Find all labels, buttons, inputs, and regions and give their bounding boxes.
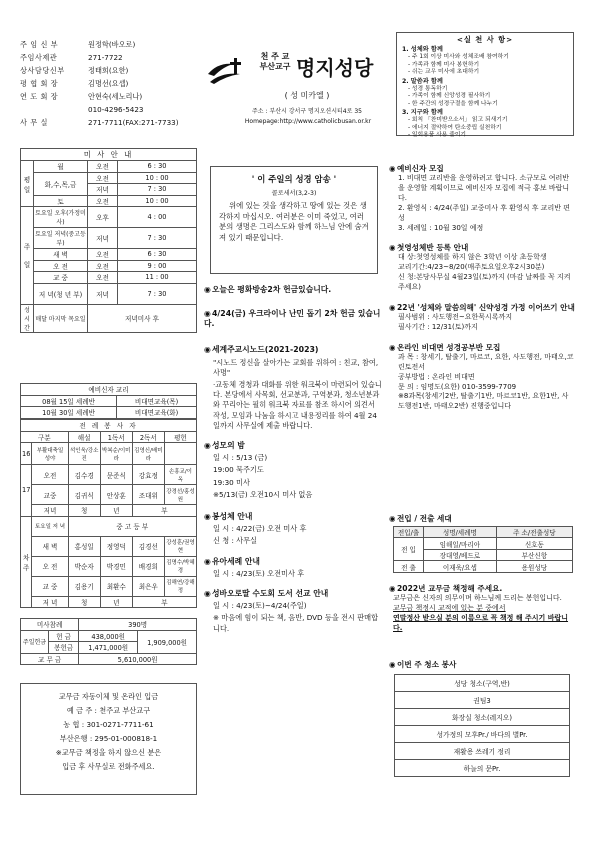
bullet-icon: ◉ bbox=[389, 342, 396, 352]
practice-item: - 일회용품 사용 줄이기 bbox=[408, 132, 467, 139]
notice-title-text: 유아세례 안내 bbox=[212, 556, 260, 566]
table-cell: 성 시간 bbox=[21, 304, 34, 332]
notice-line: ※8과목(창세기2반, 탈출기1반, 마르코1반, 요한1반, 사도행전1반, 마태오2반) 진행중입니다 bbox=[398, 392, 569, 411]
table-cell: 구분 bbox=[21, 431, 69, 443]
notice-line: 3. 세례일 : 10월 30일 예정 bbox=[398, 223, 484, 232]
table-cell: 새 벽 bbox=[32, 536, 68, 556]
edu-title: 예비신자 교리 bbox=[21, 384, 197, 396]
move-section bbox=[389, 514, 575, 573]
bullet-icon: ◉ bbox=[389, 243, 396, 253]
bullet-icon: ◉ bbox=[204, 285, 211, 294]
table-cell: 저 녁(청 년 부) bbox=[34, 283, 88, 304]
bullet-icon: ◉ bbox=[389, 584, 396, 593]
table-cell: 전 입 bbox=[394, 538, 424, 561]
bullet-icon: ◉ bbox=[389, 164, 396, 173]
notice-line: 일 시 : 5/13 (금) bbox=[213, 453, 268, 463]
notice-title bbox=[389, 164, 575, 174]
practice-item: - 가족과 함께 미사 봉헌하기 bbox=[408, 61, 480, 68]
table-cell: 교중 bbox=[32, 485, 68, 505]
table-cell: 오전 bbox=[88, 195, 118, 207]
table-cell: 4 : 00 bbox=[118, 207, 197, 228]
table-cell: 성명/세례명 bbox=[424, 526, 497, 538]
cleaning-row: 성당 청소(구역,반) bbox=[395, 674, 570, 691]
info-value: 010-4296-5423 bbox=[88, 105, 144, 114]
notice-line: ·교동체 경청과 대화를 위한 워크북이 마련되어 있습니다. 본당에서 사목회, 선교분과, 구역분과, 청소년분과와 꾸리아는 필히 워크북 자료를 참조 하시어 의견서 작성, 모임과 나눔을 하시고 내용정리를 하여 4월 24일까지 사무실에 제출 바랍니다. bbox=[213, 379, 382, 430]
cleaning-section bbox=[389, 660, 575, 777]
table-cell: 오전 bbox=[88, 272, 118, 284]
table-cell: 김귀식 bbox=[68, 485, 100, 505]
table-cell: 토요일 저 녁 bbox=[32, 516, 68, 536]
table-cell: 오전 bbox=[88, 260, 118, 272]
bullet-icon: ◉ bbox=[204, 512, 211, 522]
bullet-icon: ◉ bbox=[204, 309, 211, 319]
info-row bbox=[20, 90, 205, 103]
notice-title bbox=[389, 343, 575, 353]
table-cell: 부활대축일 성야 bbox=[32, 443, 68, 465]
table-cell: 10 : 00 bbox=[118, 172, 197, 184]
homepage: Homepage:http://www.catholicbusan.or.kr bbox=[244, 118, 372, 125]
notice-title-text: 첫영성체반 등록 안내 bbox=[397, 243, 469, 253]
notice-block bbox=[389, 164, 575, 233]
table-cell: 주일헌금 bbox=[21, 630, 49, 653]
info-row bbox=[20, 51, 205, 64]
table-cell: 김영신/배미라 bbox=[132, 443, 164, 465]
cleaning-row: 성가정의 모후Pr./ 바다의 별Pr. bbox=[395, 725, 570, 742]
table-cell: 배경희 bbox=[132, 556, 164, 576]
notice-title-text: 세계주교시노드(2021-2023) bbox=[212, 345, 319, 355]
bullet-icon: ◉ bbox=[204, 441, 211, 451]
table-cell: 6 : 30 bbox=[118, 161, 197, 173]
practice-title: <실 천 사 항> bbox=[456, 35, 514, 44]
logo-text bbox=[255, 52, 295, 71]
table-cell: 해설 bbox=[68, 431, 100, 443]
practice-item: - 에너지 절약하여 탄소중립 실천하기 bbox=[408, 124, 502, 131]
account-box bbox=[20, 683, 197, 795]
finance-table bbox=[20, 618, 197, 665]
table-cell: 1,471,000원 bbox=[79, 642, 138, 654]
word-text: 위에 있는 것을 생각하고 땅에 있는 것은 생각하지 마십시오. 여러분은 이미 죽었고, 여러분의 생명은 그리스도와 함께 하느님 안에 숨겨져 있기 때문입니다. bbox=[219, 201, 369, 242]
table-cell: 5,610,000원 bbox=[79, 653, 197, 665]
info-row bbox=[20, 77, 205, 90]
table-cell: 토요일 오후(가정미사) bbox=[34, 207, 88, 228]
move-title: 전입 / 전출 세대 bbox=[397, 514, 452, 523]
account-line: 예 금 주 : 천주교 부산교구 bbox=[66, 706, 151, 715]
info-label: 주임사제관 bbox=[20, 53, 58, 62]
account-line: 입금 후 사무실로 전화주세요. bbox=[62, 762, 155, 771]
table-cell: 저녁 bbox=[88, 228, 118, 249]
bullet-icon: ◉ bbox=[204, 556, 211, 566]
dues-line-1: 교무금은 신자의 의무이며 하느님께 드리는 봉헌입니다. bbox=[393, 593, 562, 602]
notice-line: 과 목 : 창세기, 탈출기, 마르코, 요한, 사도행전, 마태오,코린토전서 bbox=[398, 352, 574, 371]
middle-column bbox=[204, 285, 382, 634]
info-label: 사 무 실 bbox=[20, 118, 48, 127]
info-row bbox=[20, 64, 205, 77]
table-cell: 부 bbox=[132, 505, 196, 517]
table-cell: 이재욱/요셉 bbox=[424, 561, 497, 573]
word-ref: 콜로세서(3,2-3) bbox=[271, 190, 317, 197]
table-cell: 청 bbox=[68, 596, 100, 608]
table-cell: 10 : 00 bbox=[118, 195, 197, 207]
table-cell: 청 bbox=[68, 505, 100, 517]
bullet-icon: ◉ bbox=[204, 345, 211, 355]
practice-head: 3. 지구와 함께 bbox=[402, 109, 443, 117]
practice-item: - 회칙 「찬미받으소서」 읽고 되새기기 bbox=[408, 117, 508, 124]
info-value: 271-7711(FAX:271-7733) bbox=[88, 118, 179, 127]
account-line: 교무금 자동이체 및 온라인 입금 bbox=[58, 692, 159, 701]
table-cell: 김수경 bbox=[68, 465, 100, 485]
logo-bottom: 부산교구 bbox=[259, 61, 291, 71]
notice-title-text: 예비신자 모집 bbox=[397, 164, 444, 173]
notice-title-text: 봉성체 안내 bbox=[212, 512, 253, 522]
notice-block bbox=[204, 309, 382, 329]
table-cell: 홍성일 bbox=[68, 536, 100, 556]
notice-block bbox=[204, 512, 382, 547]
table-cell: 주 일 bbox=[21, 207, 34, 305]
mass-title: 미 사 안 내 bbox=[20, 148, 197, 160]
table-cell: 교 무 금 bbox=[21, 653, 79, 665]
table-cell: 비대면교육(목) bbox=[117, 395, 197, 407]
table-cell: 2독서 bbox=[132, 431, 164, 443]
notice-title bbox=[204, 589, 382, 599]
right-column bbox=[389, 164, 575, 412]
table-cell: 최환수 bbox=[100, 576, 132, 596]
table-cell: 토 bbox=[34, 195, 88, 207]
info-label: 상사담당신부 bbox=[20, 66, 65, 75]
bullet-icon: ◉ bbox=[389, 660, 396, 669]
notice-block bbox=[389, 243, 575, 293]
table-cell: 문준식 bbox=[100, 465, 132, 485]
table-cell: 강경선/홍성원 bbox=[164, 485, 196, 505]
table-cell: 김용기 bbox=[68, 576, 100, 596]
cleaning-row: 재활용 쓰레기 정리 bbox=[395, 742, 570, 759]
notice-line: 신 청:본당사무실 4월23일(토)까지 (마감 날짜를 꼭 지켜주세요) bbox=[398, 273, 571, 292]
table-cell: 신호동 bbox=[496, 538, 572, 550]
address: 주소 : 부산시 강서구 명지오션시티4로 35 bbox=[252, 108, 362, 115]
table-cell: 안상훈 bbox=[100, 485, 132, 505]
table-cell: 오전 bbox=[88, 161, 118, 173]
table-cell: 정영덕 bbox=[100, 536, 132, 556]
notice-title bbox=[389, 243, 575, 253]
notice-block bbox=[204, 345, 382, 431]
table-cell: 오후 bbox=[88, 207, 118, 228]
church-name: 명지성당 bbox=[296, 56, 374, 80]
logo-top: 천 주 교 bbox=[260, 52, 290, 61]
table-cell: 전입/출 bbox=[394, 526, 424, 538]
table-cell: 오전 bbox=[32, 465, 68, 485]
word-box bbox=[210, 166, 378, 274]
notice-block bbox=[389, 343, 575, 412]
table-cell: 오 전 bbox=[32, 556, 68, 576]
notice-line: 공부방법 : 온라인 비대면 bbox=[398, 372, 475, 381]
info-value: 원정학(바오로) bbox=[88, 40, 136, 49]
notice-line: 19:30 미사 bbox=[213, 477, 250, 487]
dues-title: 2022년 교무금 책정해 주세요. bbox=[397, 584, 503, 593]
table-cell: 7 : 30 bbox=[118, 228, 197, 249]
patron: ( 성 미카엘 ) bbox=[284, 91, 330, 100]
table-cell: 임해일/마리아 bbox=[424, 538, 497, 550]
table-cell: 10월 30일 세례반 bbox=[21, 407, 117, 419]
table-cell: 미사참례 bbox=[21, 619, 79, 631]
table-cell: 토요일 저녁(중고등부) bbox=[34, 228, 88, 249]
notice-title-text: 22년 '성체와 말씀의해' 신약성경 가정 이어쓰기 안내 bbox=[397, 303, 575, 313]
table-cell: 박순자 bbox=[68, 556, 100, 576]
practice-item: - 주 1회 이상 미사와 성체조배 참여하기 bbox=[408, 54, 509, 61]
table-cell: 장대영/베드로 bbox=[424, 549, 497, 561]
table-cell: 1,909,000원 bbox=[138, 630, 197, 653]
notice-line: 신 청 : 사무실 bbox=[213, 536, 257, 546]
table-cell: 강성훈/권영현 bbox=[164, 536, 196, 556]
notice-line: 필사기간 : 12/31(토)까지 bbox=[398, 322, 478, 331]
table-cell: 교 중 bbox=[34, 272, 88, 284]
table-cell: 부 bbox=[132, 596, 196, 608]
notice-title bbox=[204, 441, 382, 451]
notice-title bbox=[389, 303, 575, 313]
table-cell: 매달 마지막 목요일 bbox=[34, 304, 88, 332]
table-cell: 월 bbox=[34, 161, 88, 173]
notice-line: 문 의 : 임명도(요한) 010-3599-7709 bbox=[398, 382, 517, 391]
table-cell bbox=[164, 443, 196, 465]
notice-title-text: 성모의 밤 bbox=[212, 441, 245, 451]
practice-head: 1. 성체와 함께 bbox=[402, 46, 443, 53]
info-row bbox=[20, 103, 205, 116]
notice-title bbox=[204, 512, 382, 522]
info-value: 김명선(요셉) bbox=[88, 79, 129, 88]
notice-line: 교리기간:4/23~8/20(매주토요일오후2시30분) bbox=[398, 263, 545, 272]
table-cell: 새 벽 bbox=[34, 249, 88, 261]
table-cell: 화,수,목,금 bbox=[34, 172, 88, 195]
table-cell: 손흥교/이 옥 bbox=[164, 465, 196, 485]
church-logo bbox=[204, 54, 252, 88]
notice-line: ※5/13(금) 오전10시 미사 없음 bbox=[213, 489, 313, 499]
servers-table bbox=[20, 419, 197, 608]
table-cell: 교 중 bbox=[32, 576, 68, 596]
info-label: 주 임 신 부 bbox=[20, 40, 59, 49]
table-cell: 봉헌금 bbox=[49, 642, 79, 654]
practice-item: - 한 주간의 성경구절을 함께 나누기 bbox=[408, 100, 498, 107]
notice-title bbox=[204, 309, 382, 329]
account-line: 농 협 : 301-0271-7711-61 bbox=[63, 720, 154, 729]
table-cell: 조대위 bbox=[132, 485, 164, 505]
table-cell: 김명수/박혜경 bbox=[164, 556, 196, 576]
notice-title bbox=[204, 345, 382, 355]
servers-title: 전 례 봉 사 자 bbox=[21, 420, 197, 432]
table-cell: 16 bbox=[21, 443, 32, 465]
table-cell: 강효정 bbox=[132, 465, 164, 485]
notice-line: 19:00 묵주기도 bbox=[213, 465, 264, 475]
table-cell: 17 bbox=[21, 465, 32, 517]
table-cell: 박복순/이미라 bbox=[100, 443, 132, 465]
table-cell: 용원성당 bbox=[496, 561, 572, 573]
info-row bbox=[20, 116, 205, 129]
notice-title-text: 성바오로딸 수도회 도서 선교 안내 bbox=[212, 588, 329, 598]
info-value: 271-7722 bbox=[88, 53, 123, 62]
practice-item: - 성경 통독하기 bbox=[408, 85, 448, 92]
table-cell: 최은우 bbox=[132, 576, 164, 596]
info-label: 평 협 회 장 bbox=[20, 79, 59, 88]
table-cell: 7 : 30 bbox=[118, 184, 197, 196]
table-cell: 주 소/전출성당 bbox=[496, 526, 572, 538]
account-line: ※교무금 책정을 하지 않으신 분은 bbox=[55, 748, 162, 757]
notice-line: 일 시 : 4/23(토)~4/24(주일) bbox=[213, 601, 307, 611]
account-line: 부산은행 : 295-01-000818-1 bbox=[59, 734, 158, 743]
info-value: 정태희(요한) bbox=[88, 66, 129, 75]
table-cell: 저녁 bbox=[88, 283, 118, 304]
table-cell: 오 전 bbox=[34, 260, 88, 272]
table-cell: 년 bbox=[100, 505, 132, 517]
table-cell: 6 : 30 bbox=[118, 249, 197, 261]
table-cell: 1독서 bbox=[100, 431, 132, 443]
notice-title-text: 4/24(금) 우크라이나 난민 돕기 2차 헌금 있습니다. bbox=[204, 309, 381, 329]
cleaning-row: 하늘의 문Pr. bbox=[395, 759, 570, 776]
notice-block bbox=[204, 557, 382, 579]
dues-section bbox=[389, 584, 575, 634]
practice-box bbox=[396, 32, 574, 139]
table-cell: 비대면교육(화) bbox=[117, 407, 197, 419]
edu-table bbox=[20, 383, 197, 419]
notice-block bbox=[389, 303, 575, 333]
cleaning-title: 이번 주 청소 봉사 bbox=[397, 660, 457, 669]
bullet-icon: ◉ bbox=[204, 588, 211, 598]
table-cell: 전 출 bbox=[394, 561, 424, 573]
table-cell: 석인욱/강소진 bbox=[68, 443, 100, 465]
table-cell: 저 녁 bbox=[32, 596, 68, 608]
table-cell: 헌 금 bbox=[49, 630, 79, 642]
table-cell: 차주 bbox=[21, 516, 32, 608]
notice-line: ※ 마음에 힘이 되는 책, 음반, DVD 등을 전시 판매합니다. bbox=[213, 613, 379, 633]
notice-line: 필사범위 : 사도행전~요한묵시록까지 bbox=[398, 312, 513, 321]
table-cell: 박경민 bbox=[100, 556, 132, 576]
notice-block bbox=[204, 285, 382, 295]
cleaning-row: 화장실 청소(레지오) bbox=[395, 708, 570, 725]
notice-line: 일 시 : 4/22(금) 오전 미사 후 bbox=[213, 524, 307, 534]
table-cell: 김경선 bbox=[132, 536, 164, 556]
table-cell: 년 bbox=[100, 596, 132, 608]
notice-line: 2. 환영식 : 4/24(주일) 교중미사 후 환영식 후 교리반 편성 bbox=[398, 203, 570, 222]
table-cell: 438,000원 bbox=[79, 630, 138, 642]
table-cell: 부산신항 bbox=[496, 549, 572, 561]
table-cell: 평헌 bbox=[164, 431, 196, 443]
notice-title bbox=[204, 557, 382, 567]
word-title: ' 이 주일의 성경 암송 ' bbox=[251, 174, 337, 184]
table-cell: 저녁 bbox=[32, 505, 68, 517]
notice-title-text: 오늘은 평화방송2차 헌금있습니다. bbox=[212, 285, 332, 294]
notice-title-text: 온라인 비대면 성경공부반 모집 bbox=[397, 342, 501, 352]
notice-block bbox=[204, 441, 382, 500]
info-label bbox=[20, 103, 88, 116]
dues-line-2: 교무금 책정시 교적에 있는 분 중에서 bbox=[393, 603, 506, 612]
practice-head: 2. 말씀과 함께 bbox=[402, 77, 443, 85]
table-cell: 390명 bbox=[79, 619, 197, 631]
notice-line: 일 시 : 4/23(토) 오전미사 후 bbox=[213, 568, 305, 578]
notice-line: 1. 비대면 교리반을 운영하려고 합니다. 소규모로 여러반을 운영할 계획이므로 예비신자 모집에 적극 홍보 바랍니다. bbox=[398, 173, 570, 202]
header-info bbox=[20, 38, 205, 129]
mass-table bbox=[20, 148, 197, 333]
dues-line-3: 연말정산 받으실 분의 이름으로 꼭 책정 해 주시기 바랍니다. bbox=[393, 613, 569, 632]
table-cell: 중 고 등 부 bbox=[68, 516, 196, 536]
table-cell: 오전 bbox=[88, 249, 118, 261]
church-logo-icon bbox=[204, 54, 252, 88]
table-cell: 저녁미사 후 bbox=[88, 304, 197, 332]
info-value: 안현숙(세노리나) bbox=[88, 92, 143, 101]
notice-line: "시노드 정신을 살아가는 교회를 위하여 : 친교, 참여, 사명" bbox=[213, 357, 379, 377]
table-cell: 평 일 bbox=[21, 161, 34, 207]
bullet-icon: ◉ bbox=[389, 514, 396, 523]
table-cell: 오전 bbox=[88, 172, 118, 184]
info-label: 연 도 회 장 bbox=[20, 92, 59, 101]
table-cell: 08월 15일 세례반 bbox=[21, 395, 117, 407]
cleaning-row: 권팀3 bbox=[395, 691, 570, 708]
practice-item: - 쉬는 교우 미사에 초대하기 bbox=[408, 69, 480, 76]
table-cell: 김해연/강해정 bbox=[164, 576, 196, 596]
table-cell: 저녁 bbox=[88, 184, 118, 196]
info-row bbox=[20, 38, 205, 51]
table-cell: 9 : 00 bbox=[118, 260, 197, 272]
table-cell: 11 : 00 bbox=[118, 272, 197, 284]
notice-block bbox=[204, 589, 382, 634]
practice-item: - 가족이 함께 신앙성경 필사하기 bbox=[408, 93, 491, 100]
table-cell: 7 : 30 bbox=[118, 283, 197, 304]
notice-line: 대 상:첫영성체를 하지 않은 3학년 이상 초등학생 bbox=[398, 253, 547, 262]
notice-title bbox=[204, 285, 382, 295]
bullet-icon: ◉ bbox=[389, 303, 396, 313]
